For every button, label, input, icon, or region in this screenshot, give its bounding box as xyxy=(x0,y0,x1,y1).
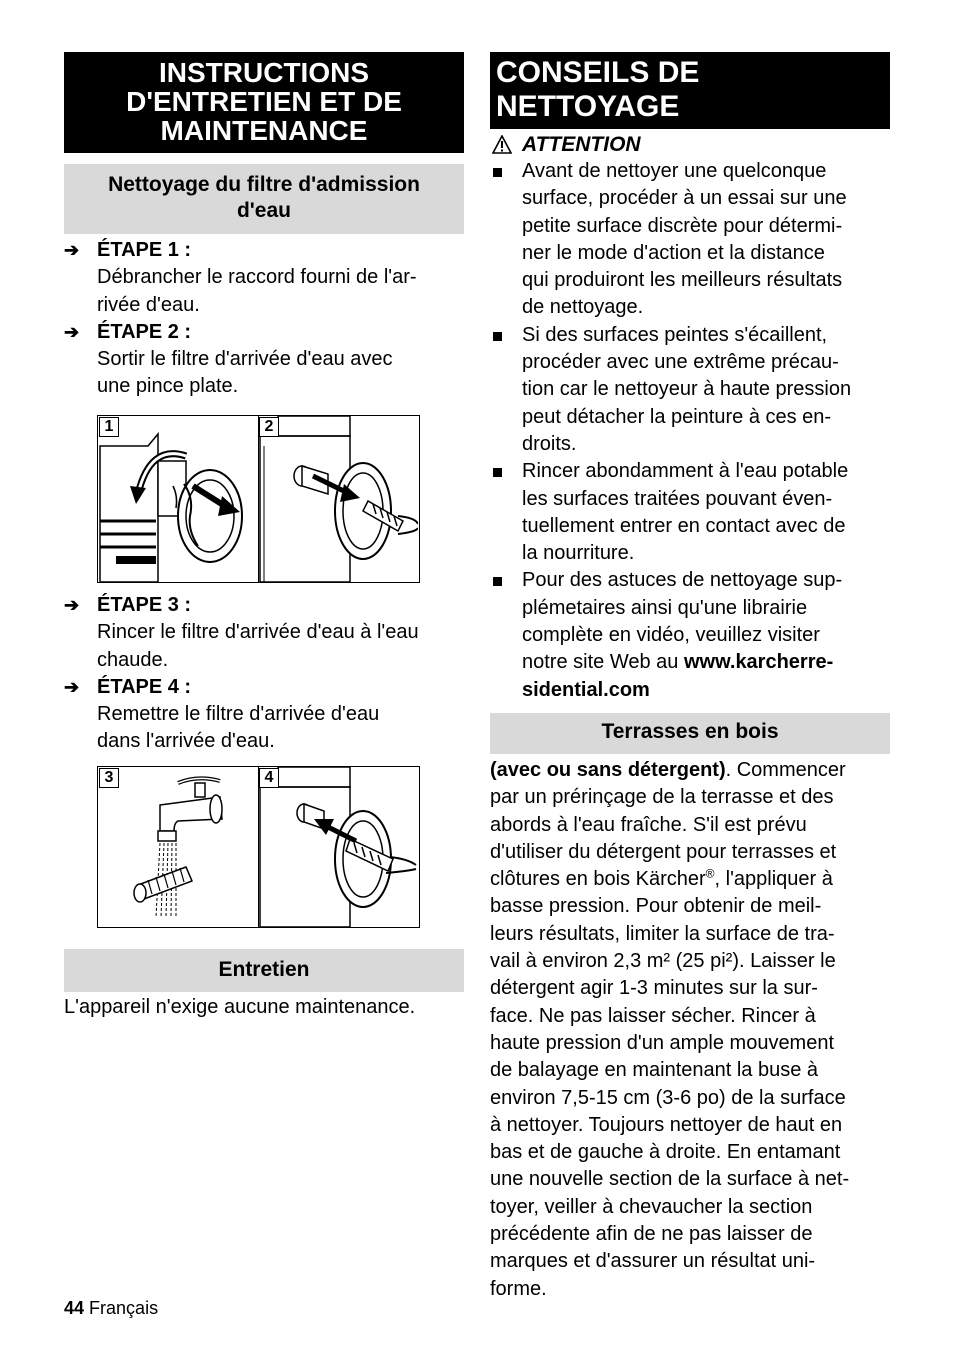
square-bullet-icon xyxy=(493,468,502,477)
step-text xyxy=(97,619,464,674)
step-text-line: Remettre le filtre d'arrivée d'eau xyxy=(97,703,380,726)
list-item-line: tion car le nettoyeur à haute pression xyxy=(522,378,852,401)
page-number: 44 xyxy=(64,1298,85,1318)
step-4 xyxy=(64,674,464,756)
maintenance-section xyxy=(64,949,464,1021)
list-item-line: droits. xyxy=(522,432,577,455)
list-item xyxy=(490,158,890,322)
footer-language: Français xyxy=(89,1298,159,1318)
paragraph-line: par un prérinçage de la terrasse et des xyxy=(490,786,834,809)
page-footer xyxy=(64,1297,158,1319)
step-text-line: dans l'arrivée d'eau. xyxy=(97,730,275,753)
paragraph-line: détergent agir 1-3 minutes sur la sur- xyxy=(490,977,818,1000)
step-3 xyxy=(64,592,464,674)
figure-number: 4 xyxy=(259,768,279,788)
paragraph-line: face. Ne pas laisser sécher. Rincer à xyxy=(490,1004,816,1027)
left-column xyxy=(64,52,464,401)
warning-triangle-icon xyxy=(492,135,512,154)
cleaning-tips-title: CONSEILS DE NETTOYAGE xyxy=(490,52,890,129)
remove-filter-illustration xyxy=(258,416,418,582)
list-item xyxy=(490,458,890,567)
attention-label: ATTENTION xyxy=(522,133,641,156)
list-item-line: Rincer abondamment à l'eau potable xyxy=(522,460,849,483)
paragraph-line: bas et de gauche à droite. En entamant xyxy=(490,1141,841,1164)
list-item-line: peut détacher la peinture à ces en- xyxy=(522,405,832,428)
steps-group-a xyxy=(64,237,464,401)
heading-line: Nettoyage du filtre d'admission xyxy=(108,173,420,196)
paragraph-line: toyer, veiller à chevaucher la section xyxy=(490,1195,813,1218)
paragraph-text: , l'appliquer à xyxy=(714,868,833,891)
step-2 xyxy=(64,319,464,401)
step-text-line: rivée d'eau. xyxy=(97,293,200,316)
list-item xyxy=(490,322,890,458)
link-prefix: notre site Web au xyxy=(522,651,684,674)
step-1 xyxy=(64,237,464,319)
step-text-line: une pince plate. xyxy=(97,375,239,398)
paragraph-line: abords à l'eau fraîche. S'il est prévu xyxy=(490,813,807,836)
figure-panel-2 xyxy=(258,416,418,582)
website-link[interactable]: sidential.com xyxy=(522,678,650,701)
square-bullet-icon xyxy=(493,332,502,341)
figure-steps-1-2 xyxy=(97,415,420,583)
list-item-line: Si des surfaces peintes s'écaillent, xyxy=(522,323,828,346)
paragraph-line: forme. xyxy=(490,1277,547,1300)
reinsert-filter-illustration xyxy=(258,767,418,927)
list-item-line: les surfaces traitées pouvant éven- xyxy=(522,487,833,510)
list-item xyxy=(490,567,890,703)
list-item-line: la nourriture. xyxy=(522,542,635,565)
paragraph-line: d'utiliser du détergent pour terrasses et xyxy=(490,840,837,863)
heading-line: d'eau xyxy=(236,199,291,222)
website-link[interactable]: www.karcherre- xyxy=(683,651,834,674)
arrow-right-icon: ➔ xyxy=(64,240,80,260)
registered-mark: ® xyxy=(705,866,715,881)
paragraph-line xyxy=(490,866,890,893)
paragraph-line: leurs résultats, limiter la surface de tra- xyxy=(490,922,835,945)
arrow-right-icon: ➔ xyxy=(64,321,80,342)
list-item-line: surface, procéder à un essai sur une xyxy=(522,187,847,210)
list-item-line: complète en vidéo, veuillez visiter xyxy=(522,624,820,647)
right-column xyxy=(490,52,890,1303)
step-text xyxy=(97,346,464,401)
unscrew-coupling-illustration xyxy=(98,416,258,582)
page-title xyxy=(64,52,464,153)
paragraph-text: clôtures en bois Kärcher xyxy=(490,868,706,891)
step-text-line: Sortir le filtre d'arrivée d'eau avec xyxy=(97,348,393,371)
list-item-line: plémetaires ainsi qu'une librairie xyxy=(522,596,808,619)
figure-steps-3-4 xyxy=(97,766,420,928)
list-item-line: tuellement entrer en contact avec de xyxy=(522,514,846,537)
figure-panel-4 xyxy=(258,767,418,927)
paragraph-line: précédente afin de ne pas laisser de xyxy=(490,1222,813,1245)
rinse-filter-illustration xyxy=(98,767,258,927)
detergent-note: (avec ou sans détergent) xyxy=(490,758,726,781)
caution-list xyxy=(490,158,890,704)
paragraph-line: à nettoyer. Toujours nettoyer de haut en xyxy=(490,1113,843,1136)
wooden-deck-heading: Terrasses en bois xyxy=(490,713,890,754)
wooden-deck-paragraph xyxy=(490,757,890,1303)
step-label: ÉTAPE 3 : xyxy=(97,594,192,616)
list-item-line: Avant de nettoyer une quelconque xyxy=(522,160,827,182)
list-item-line: petite surface discrète pour détermi- xyxy=(522,214,843,237)
filter-section-heading xyxy=(64,164,464,234)
list-item-line: de nettoyage. xyxy=(522,296,644,319)
paragraph-line xyxy=(490,757,890,784)
step-text-line: chaude. xyxy=(97,648,169,671)
maintenance-heading: Entretien xyxy=(64,949,464,992)
step-text-line: Débrancher le raccord fourni de l'ar- xyxy=(97,266,417,289)
step-label: ÉTAPE 1 : xyxy=(97,239,192,261)
square-bullet-icon xyxy=(493,577,502,586)
arrow-right-icon: ➔ xyxy=(64,595,80,615)
step-text xyxy=(97,701,464,756)
figure-number: 2 xyxy=(259,417,279,437)
paragraph-text: . Commencer xyxy=(725,758,846,781)
figure-number: 3 xyxy=(99,768,119,788)
list-item-line: Pour des astuces de nettoyage sup- xyxy=(522,569,843,592)
step-text-line: Rincer le filtre d'arrivée d'eau à l'eau xyxy=(97,621,419,644)
paragraph-line: environ 7,5-15 cm (3-6 po) de la surface xyxy=(490,1086,846,1109)
arrow-right-icon: ➔ xyxy=(64,676,80,697)
list-item-line: procéder avec une extrême précau- xyxy=(522,351,839,374)
title-line: INSTRUCTIONS xyxy=(159,57,369,88)
steps-group-b xyxy=(64,592,464,756)
list-item-line xyxy=(522,649,890,676)
figure-number: 1 xyxy=(99,417,119,437)
step-label: ÉTAPE 2 : xyxy=(97,320,192,343)
figure-panel-3 xyxy=(98,767,259,927)
list-item-line: qui produiront les meilleurs résultats xyxy=(522,269,843,292)
paragraph-line: basse pression. Pour obtenir de meil- xyxy=(490,895,822,918)
paragraph-line: haute pression d'un ample mouvement xyxy=(490,1031,835,1054)
paragraph-line: une nouvelle section de la surface à net- xyxy=(490,1168,850,1191)
step-label: ÉTAPE 4 : xyxy=(97,675,192,698)
title-line: D'ENTRETIEN ET DE xyxy=(126,86,402,117)
paragraph-line: vail à environ 2,3 m² (25 pi²). Laisser le xyxy=(490,950,836,973)
attention-notice xyxy=(490,131,890,158)
maintenance-text: L'appareil n'exige aucune maintenance. xyxy=(64,996,416,1018)
paragraph-line: marques et d'assurer un résultat uni- xyxy=(490,1250,816,1273)
list-item-line: ner le mode d'action et la distance xyxy=(522,241,825,264)
square-bullet-icon xyxy=(493,168,502,177)
step-text xyxy=(97,264,464,319)
paragraph-line: de balayage en maintenant la buse à xyxy=(490,1059,819,1082)
title-line: MAINTENANCE xyxy=(160,115,368,146)
figure-panel-1 xyxy=(98,416,259,582)
